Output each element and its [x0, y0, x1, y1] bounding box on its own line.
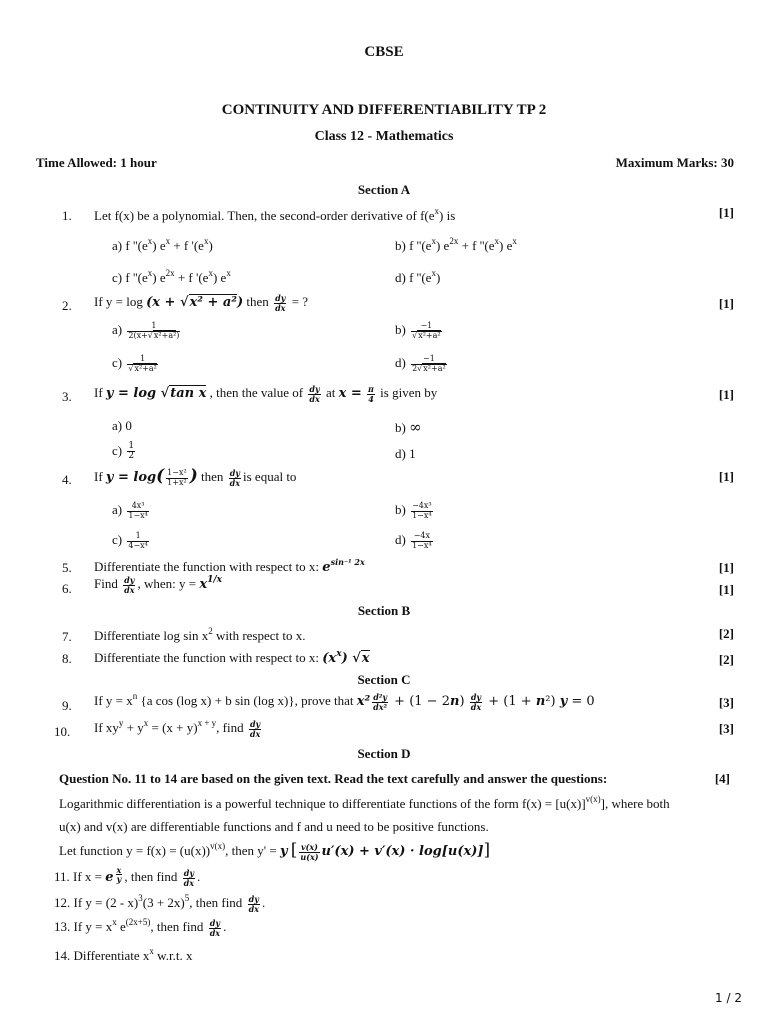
question-text: Let f(x) be a polynomial. Then, the second-order derivative of $f(e^x)$ is — [94, 206, 456, 223]
question-text: Differentiate the function with respect to x: $e^{sin^{-1} 2x}$ — [94, 557, 365, 575]
passage-marks: [4] — [714, 771, 730, 786]
option-c: c) $\frac{1}{\text{4−x⁴}}$ — [112, 531, 148, 550]
question-number: 1. — [62, 208, 72, 223]
option-b: b) $\frac{-1}{\text{√x²+a²}}$ — [395, 321, 441, 340]
question-text: If y = log( $\frac{\text{1−x²}}{\text{1+x²}}$ ) then $\frac{dy}{dx}$ is equal to — [94, 466, 297, 488]
question-marks: [2] — [718, 652, 734, 667]
option-d: d) $\frac{-1}{\text{2√x²+a²}}$ — [395, 354, 446, 373]
option-c: c) f ''$(e^x) e^{2x} + f$ '$(e^x)$ $e^x$ — [112, 268, 231, 285]
question-marks: [1] — [718, 560, 734, 575]
passage-line-3: Let function $y = f(x) = (u(x))^{v(x)}$, then y' = y [ $\frac{v(x)}{u(x)}$ u′(x) + v′(x) · log[u(x)]] — [59, 840, 491, 862]
question-marks: [2] — [718, 626, 734, 641]
option-a: a) f ''$(e^x) e^x + f$ '$(e^x)$ — [112, 236, 213, 253]
passage-line-1: Logarithmic differentiation is a powerful technique to differentiate functions of the form $f(x) = [u(x)]^{v(x)}$], where both — [59, 794, 670, 811]
question-number: 7. — [62, 629, 72, 644]
question-12: 12. If $y = (2 - x)^3(3 + 2x)^5$, then find $\frac{dy}{dx}$ . — [54, 893, 266, 914]
question-number: 5. — [62, 560, 72, 575]
option-b: b) f ''$(e^x) e^{2x} + f$ ''$(e^x)$ $e^x$ — [395, 236, 517, 253]
option-c: c) $\frac{1}{2}$ — [112, 441, 135, 462]
option-b: b) ∞ — [395, 418, 422, 436]
option-c: c) $\frac{1}{\text{√x²+a²}}$ — [112, 354, 157, 373]
question-marks: [1] — [718, 296, 734, 311]
passage-heading: Question No. 11 to 14 are based on the given text. Read the text carefully and answer the questions: — [59, 771, 608, 786]
question-marks: [1] — [718, 205, 734, 220]
section-b-heading: Section B — [357, 603, 411, 618]
question-number: 9. — [62, 698, 72, 713]
question-13: 13. If $y = x^x$ $e^{(2x+5)}$, then find $\frac{dy}{dx}$ . — [54, 917, 227, 938]
option-d: d) f ''$(e^x)$ — [395, 268, 441, 285]
passage-line-2: u(x) and v(x) are differentiable functions and f and u need to be positive functions. — [59, 819, 489, 834]
question-text: Find $\frac{dy}{dx}$ , when: $y = x^{1/x}$ — [94, 575, 223, 595]
question-text: If $y = x^n$ {a cos (log x) + b sin (log x)}, prove that x² $\frac{\text{d²y}}{\text{dx²}}$ + (1 − 2n) $\frac{dy}{dx}$ + (1 + n²) y = 0 — [94, 691, 595, 712]
paper-title: CONTINUITY AND DIFFERENTIABILITY TP 2 — [221, 102, 547, 118]
max-marks: Maximum Marks: 30 — [615, 155, 734, 170]
option-d: d) 1 — [395, 446, 416, 461]
question-marks: [1] — [718, 387, 734, 402]
question-marks: [3] — [718, 721, 734, 736]
question-11: 11. If x = e $^{\frac{x}{y}}$ , then find $\frac{dy}{dx}$ . — [54, 865, 201, 888]
time-allowed: Time Allowed: 1 hour — [36, 155, 157, 170]
question-text: If $xy^y + y^x = (x + y)^{x + y}$, find $\frac{dy}{dx}$ — [94, 718, 261, 739]
section-d-heading: Section D — [357, 746, 411, 761]
question-text: If y = log (x + √x² + a²) then $\frac{dy}{dx}$ = ? — [94, 293, 309, 313]
question-text: If y = log √tan x , then the value of $\frac{dy}{dx}$ at x = $\frac{\pi}{4}$ is given by — [94, 384, 438, 404]
question-text: Differentiate the function with respect to x: $(x^x)$ √x — [94, 649, 370, 666]
question-marks: [3] — [718, 695, 734, 710]
question-number: 6. — [62, 581, 72, 596]
section-c-heading: Section C — [357, 672, 411, 687]
option-b: b) $\frac{\text{−4x³}}{\text{1−x⁴}}$ — [395, 501, 432, 520]
section-a-heading: Section A — [357, 182, 411, 197]
question-number: 4. — [62, 472, 72, 487]
question-marks: [1] — [718, 582, 734, 597]
question-number: 10. — [54, 724, 71, 739]
page-number: 1 / 2 — [715, 991, 742, 1005]
option-a: a) $\frac{1}{\text{2(x+√x²+a²)}}$ — [112, 321, 180, 340]
question-text: Differentiate $\log \sin x^2$ with respect to x. — [94, 626, 306, 643]
option-a: a) $\frac{\text{4x³}}{\text{1−x⁴}}$ — [112, 501, 148, 520]
board-title: CBSE — [364, 44, 404, 60]
question-marks: [1] — [718, 469, 734, 484]
question-number: 8. — [62, 651, 72, 666]
question-number: 3. — [62, 389, 72, 404]
option-d: d) $\frac{-4x}{\text{1−x⁴}}$ — [395, 531, 432, 550]
question-14: 14. Differentiate $x^x$ w.r.t. x — [54, 946, 193, 963]
question-number: 2. — [62, 298, 72, 313]
option-a: a) 0 — [112, 418, 132, 433]
paper-subtitle: Class 12 - Mathematics — [314, 129, 454, 144]
